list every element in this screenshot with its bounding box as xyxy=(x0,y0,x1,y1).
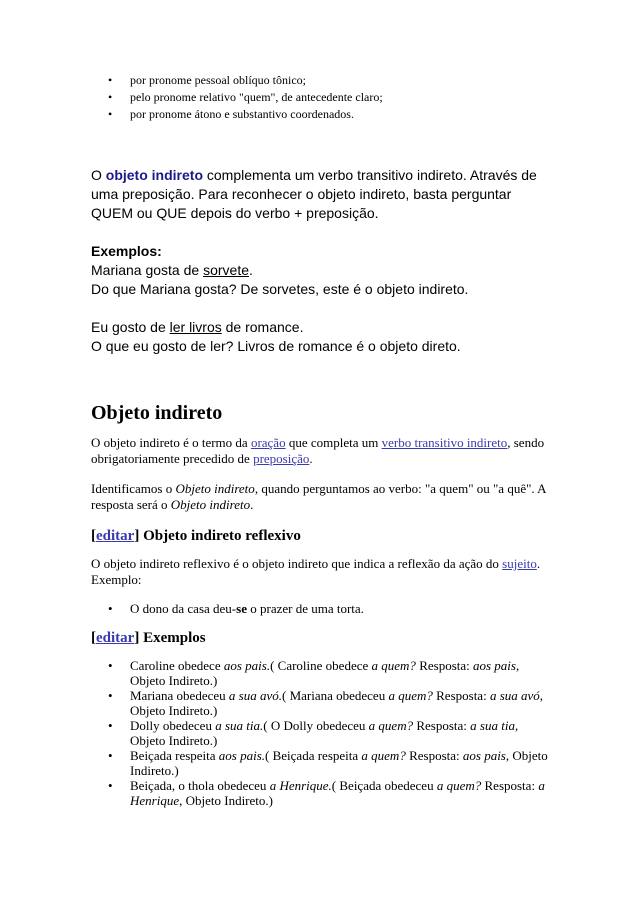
text-span: ( Beiçada respeita xyxy=(265,748,362,763)
text-span: Beiçada, o thola obedeceu xyxy=(130,778,270,793)
italic-term: aos pais. xyxy=(218,748,266,763)
reflexivo-example-list xyxy=(91,601,551,616)
example-1 xyxy=(91,261,551,280)
italic-term: a quem? xyxy=(361,748,406,763)
example-1-question: Do que Mariana gosta? De sorvetes, este é o objeto indireto. xyxy=(91,281,469,297)
list-item: • por pronome átono e substantivo coordenados. xyxy=(91,106,551,123)
bracket: [ xyxy=(91,528,96,544)
example-1-underlined: sorvete xyxy=(203,262,249,278)
italic-term: a quem? xyxy=(368,718,414,733)
text-span: , sendo obrigatoriamente precedido de xyxy=(91,435,545,466)
text-span: Dolly obedeceu xyxy=(130,718,216,733)
examples-list xyxy=(91,658,551,808)
italic-term: a sua avó xyxy=(489,688,540,703)
text-span: Caroline obedece xyxy=(130,658,224,673)
intro-rest: complementa um verbo transitivo indireto. Através de uma preposição. Para reconhecer o objeto indireto, basta perguntar QUEM ou QUE depois do verbo + preposição. xyxy=(91,167,537,221)
text-span: O objeto indireto reflexivo é o objeto indireto que indica a reflexão da ação do xyxy=(91,556,503,571)
intro-prefix: O xyxy=(91,167,106,183)
top-bullet-list xyxy=(91,72,551,123)
italic-term: aos pais. xyxy=(223,658,271,673)
list-item xyxy=(91,601,551,616)
link-sujeito[interactable]: sujeito xyxy=(502,556,537,571)
edit-link[interactable]: editar xyxy=(96,630,135,646)
link-preposicao[interactable]: preposição xyxy=(253,451,310,466)
section-heading-reflexivo xyxy=(91,526,551,546)
example-1-suffix: . xyxy=(249,262,253,278)
italic-term: a quem? xyxy=(436,778,482,793)
list-item xyxy=(91,688,551,718)
definition-paragraph xyxy=(91,435,551,467)
list-item xyxy=(91,778,551,808)
text-span: , Objeto Indireto.) xyxy=(130,658,520,688)
bold-term: se xyxy=(236,601,247,616)
text-span: ( Mariana obedeceu xyxy=(281,688,389,703)
text-span: Resposta: xyxy=(432,688,490,703)
example-2-prefix: Eu gosto de xyxy=(91,319,170,335)
italic-term: a Henrique. xyxy=(269,778,332,793)
examples-heading: Exemplos: xyxy=(91,243,162,259)
text-span: , Objeto Indireto.) xyxy=(130,748,548,778)
section-heading-exemplos xyxy=(91,628,551,648)
list-item: • por pronome pessoal oblíquo tônico; xyxy=(91,72,551,89)
text-span: , quando perguntamos ao verbo: "a quem" ou "a quê". A resposta será o xyxy=(91,481,546,512)
text-span: Resposta: xyxy=(413,718,471,733)
example-2-suffix: de romance. xyxy=(221,319,304,335)
bracket: [ xyxy=(91,630,96,646)
italic-term: aos pais xyxy=(473,658,516,673)
document-page xyxy=(91,72,551,808)
text-span: que completa um xyxy=(285,435,382,450)
text-span: O objeto indireto é o termo da xyxy=(91,435,251,450)
text-span: . xyxy=(250,497,254,512)
list-item xyxy=(91,748,551,778)
text-span: ( Caroline obedece xyxy=(270,658,372,673)
italic-term: a sua tia xyxy=(470,718,515,733)
italic-term: a sua tia. xyxy=(215,718,264,733)
text-span: Identificamos o xyxy=(91,481,176,496)
bracket: ] xyxy=(134,630,140,646)
intro-paragraph xyxy=(91,166,551,223)
italic-term: a Henrique xyxy=(130,778,545,808)
text-span: . Exemplo: xyxy=(91,556,541,587)
text-span: , Objeto Indireto.) xyxy=(130,688,544,718)
text-span: o prazer de uma torta. xyxy=(246,601,364,616)
link-verbo-transitivo-indireto[interactable]: verbo transitivo indireto xyxy=(381,435,508,450)
example-2-underlined: ler livros xyxy=(169,319,222,335)
intro-keyword: objeto indireto xyxy=(105,167,203,183)
list-item xyxy=(91,718,551,748)
italic-term: a quem? xyxy=(388,688,433,703)
example-2-question: O que eu gosto de ler? Livros de romance é o objeto direto. xyxy=(91,338,461,354)
reflexivo-paragraph xyxy=(91,556,551,588)
text-span: O dono da casa deu- xyxy=(130,601,237,616)
text-span: . xyxy=(309,451,313,466)
bracket: ] xyxy=(134,528,140,544)
link-oracao[interactable]: oração xyxy=(250,435,286,450)
example-1-prefix: Mariana gosta de xyxy=(91,262,204,278)
italic-term: Objeto indireto xyxy=(175,481,255,496)
list-item: • pelo pronome relativo "quem", de antecedente claro; xyxy=(91,89,551,106)
text-span: , Objeto Indireto.) xyxy=(179,793,273,808)
italic-term: Objeto indireto xyxy=(170,497,251,512)
examples-block xyxy=(91,242,551,356)
example-2 xyxy=(91,318,551,337)
text-span: , Objeto Indireto.) xyxy=(130,718,519,748)
section-title: Exemplos xyxy=(139,630,206,646)
italic-term: a quem? xyxy=(371,658,416,673)
section-title: Objeto indireto reflexivo xyxy=(139,528,301,544)
intro-block xyxy=(91,166,551,223)
text-span: ( Beiçada obedeceu xyxy=(331,778,437,793)
text-span: Resposta: xyxy=(415,658,473,673)
text-span: ( O Dolly obedeceu xyxy=(263,718,369,733)
text-span: Beiçada respeita xyxy=(130,748,219,763)
italic-term: aos pais xyxy=(462,748,506,763)
text-span: Mariana obedeceu xyxy=(130,688,229,703)
text-span: Resposta: xyxy=(481,778,539,793)
list-item xyxy=(91,658,551,688)
page-title: Objeto indireto xyxy=(91,402,223,424)
edit-link[interactable]: editar xyxy=(96,528,135,544)
italic-term: a sua avó. xyxy=(228,688,282,703)
text-span: Resposta: xyxy=(405,748,463,763)
identification-paragraph xyxy=(91,481,551,513)
